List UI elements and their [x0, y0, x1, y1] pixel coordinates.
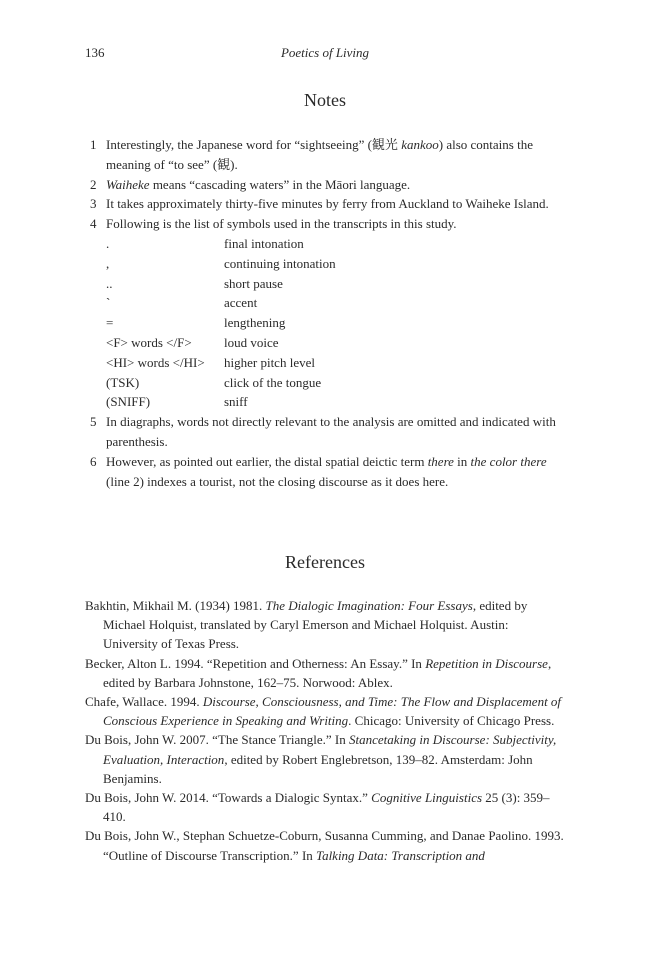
reference-entry — [85, 826, 565, 864]
page-number: 136 — [85, 45, 105, 60]
symbol: = — [106, 315, 114, 331]
note-italic: the color there — [470, 453, 547, 469]
note-number: 2 — [90, 176, 97, 192]
note-text: Interestingly, the Japanese word for “sightseeing” (観光 — [106, 137, 402, 152]
ref-text: , edited by Michael Holquist, translated by Caryl Emerson and Michael Holquist. Austin: University of Texas Press. — [103, 598, 528, 652]
ref-italic: Cognitive Linguistics — [371, 790, 483, 806]
references-heading: References — [285, 552, 365, 572]
symbol-meaning: sniff — [224, 394, 248, 410]
ref-text: Chafe, Wallace. 1994. — [85, 694, 203, 710]
reference-entry — [85, 596, 565, 654]
note-italic: there — [427, 453, 454, 469]
reference-entry — [85, 730, 565, 788]
symbol-row — [106, 373, 565, 393]
note-1 — [90, 135, 565, 175]
ref-text: Du Bois, John W. 2014. “Towards a Dialogic Syntax.” — [85, 790, 372, 806]
note-6 — [90, 452, 565, 492]
ref-text: . Chicago: University of Chicago Press. — [348, 713, 555, 729]
note-text: Following is the list of symbols used in the transcripts in this study. — [106, 216, 457, 232]
note-text: It takes approximately thirty-five minutes by ferry from Auckland to Waiheke Island. — [106, 196, 549, 212]
note-text: (line 2) indexes a tourist, not the closing discourse as it does here. — [106, 473, 449, 489]
symbol-row — [106, 274, 565, 294]
ref-text: , edited by Barbara Johnstone, 162–75. Norwood: Ablex. — [103, 655, 552, 690]
note-text: In diagraphs, words not directly relevant to the analysis are omitted and indicated with parenthesis. — [106, 414, 556, 449]
symbol-meaning: loud voice — [224, 334, 279, 350]
note-italic: kankoo — [401, 137, 439, 152]
note-number: 3 — [90, 196, 97, 212]
reference-entry — [85, 654, 565, 692]
ref-italic: The Dialogic Imagination: Four Essays — [265, 598, 473, 613]
ref-text: , edited by Robert Englebretson, 139–82. Amsterdam: John Benjamins. — [103, 751, 533, 786]
symbol-meaning: higher pitch level — [224, 354, 315, 370]
ref-italic: Stancetaking in Discourse: Subjectivity, Evaluation, Interaction — [103, 732, 557, 767]
references-list — [85, 596, 565, 865]
symbol: ` — [106, 295, 111, 311]
note-text: ) also contains the meaning of “to see” (観). — [106, 137, 533, 172]
symbol-row — [106, 353, 565, 373]
ref-italic: Repetition in Discourse — [425, 655, 548, 671]
ref-italic: Discourse, Consciousness, and Time: The Flow and Displacement of Conscious Experience in Speaking and Writing — [103, 694, 562, 729]
notes-list — [90, 135, 565, 491]
note-text: However, as pointed out earlier, the distal spatial deictic term — [106, 453, 428, 469]
ref-text: 25 (3): 359–410. — [103, 790, 550, 825]
symbol-row — [106, 392, 565, 412]
symbol-row — [106, 234, 565, 254]
symbol: , — [106, 255, 110, 271]
ref-text: Du Bois, John W., Stephan Schuetze-Coburn, Susanna Cumming, and Danae Paolino. 1993. “Outline of Discourse Transcription.” In — [85, 828, 564, 863]
note-number: 1 — [90, 137, 97, 152]
symbol-row — [106, 254, 565, 274]
ref-text: Du Bois, John W. 2007. “The Stance Triangle.” In — [85, 732, 349, 748]
symbol-row — [106, 313, 565, 333]
note-number: 5 — [90, 414, 97, 430]
ref-text: Becker, Alton L. 1994. “Repetition and Otherness: An Essay.” In — [85, 655, 426, 671]
ref-italic: Talking Data: Transcription and — [316, 847, 485, 863]
note-number: 6 — [90, 453, 97, 469]
symbol: <HI> words </HI> — [106, 354, 205, 370]
page-header — [0, 45, 650, 65]
symbol-row — [106, 293, 565, 313]
symbol: (SNIFF) — [106, 394, 151, 410]
note-2 — [90, 175, 565, 195]
reference-entry — [85, 692, 565, 730]
note-number: 4 — [90, 216, 97, 232]
symbol-meaning: lengthening — [224, 315, 286, 331]
notes-heading: Notes — [304, 90, 346, 110]
symbol-meaning: accent — [224, 295, 258, 311]
symbol: . — [106, 235, 110, 251]
symbol: (TSK) — [106, 374, 140, 390]
symbol: <F> words </F> — [106, 334, 192, 350]
note-text: in — [453, 453, 471, 469]
symbol-meaning: click of the tongue — [224, 374, 322, 390]
symbol: .. — [106, 275, 113, 291]
note-3 — [90, 194, 565, 214]
note-5 — [90, 412, 565, 452]
note-text: means “cascading waters” in the Māori language. — [149, 176, 411, 192]
symbol-row — [106, 333, 565, 353]
note-italic: Waiheke — [106, 176, 150, 192]
symbol-meaning: final intonation — [224, 235, 304, 251]
symbol-meaning: short pause — [224, 275, 283, 291]
symbol-table — [106, 234, 565, 412]
note-4 — [90, 214, 565, 412]
symbol-meaning: continuing intonation — [224, 255, 336, 271]
running-title: Poetics of Living — [280, 45, 370, 60]
reference-entry — [85, 788, 565, 826]
ref-text: Bakhtin, Mikhail M. (1934) 1981. — [85, 598, 266, 613]
